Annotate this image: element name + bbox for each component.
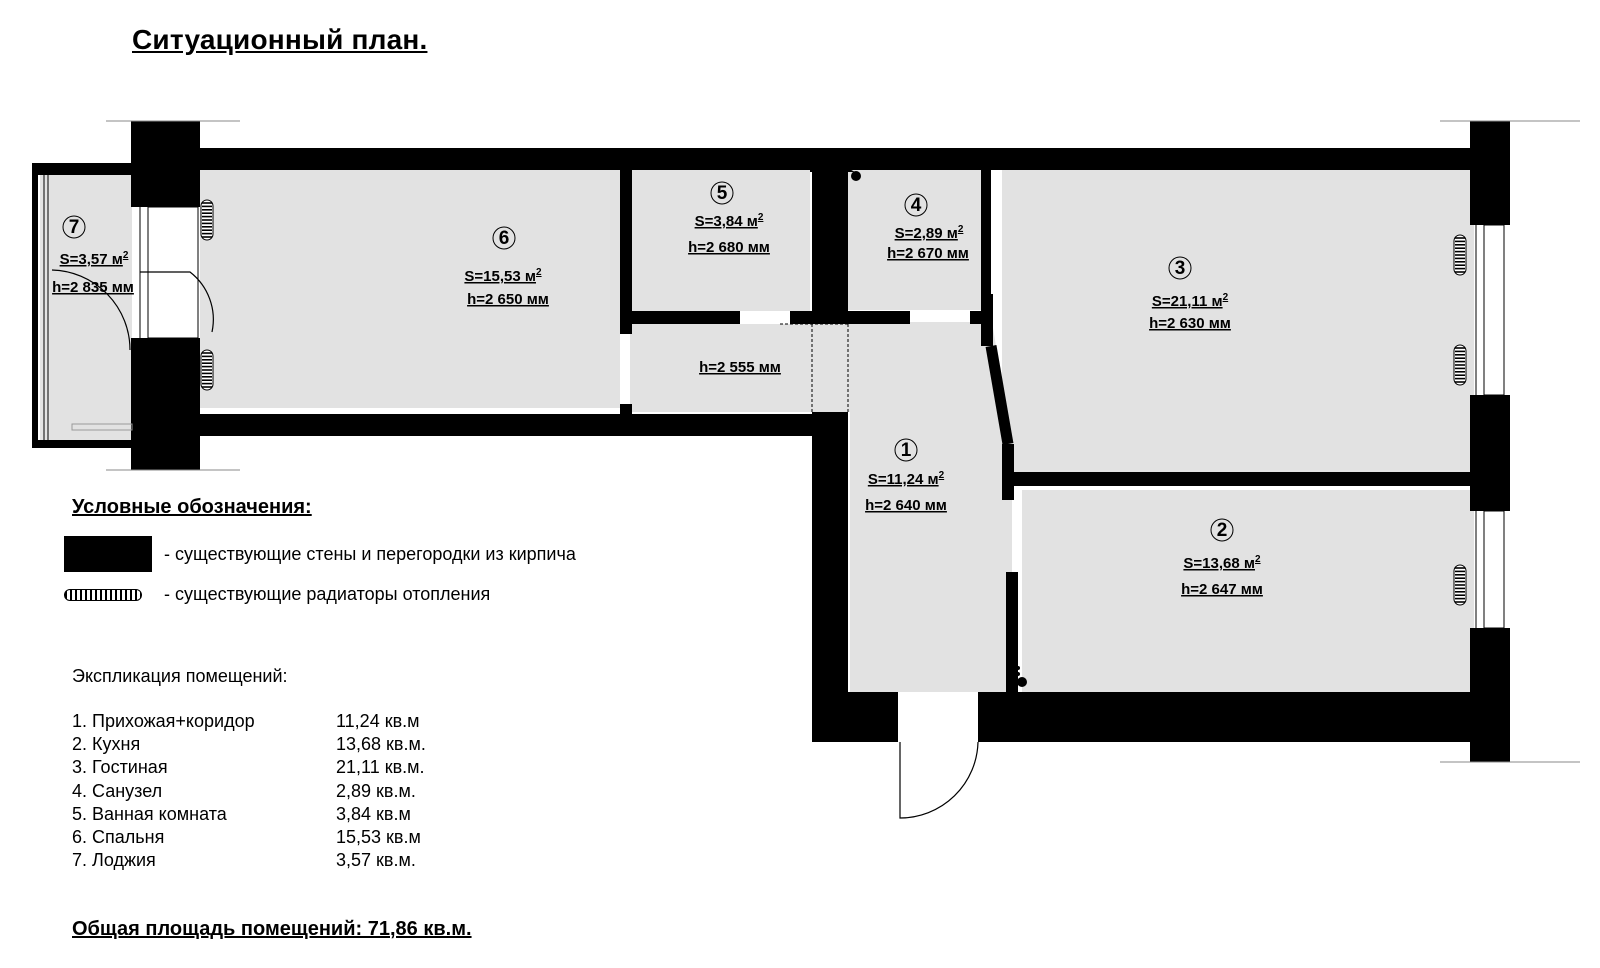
room-area: S=3,84 $м^2$ [694, 212, 764, 230]
explication-row [72, 733, 426, 756]
room-number: 3 [1174, 258, 1186, 279]
legend-walls-text: - существующие стены и перегородки из кирпича [164, 543, 576, 564]
wall-wc-stub [970, 311, 990, 324]
room-area: S=3,57 $м^2$ [59, 250, 129, 268]
room-height: h=2 647 мм [1181, 581, 1263, 598]
room-height: h=2 650 мм [467, 291, 549, 308]
explication-room-name: 7. Лоджия [72, 850, 156, 871]
wall-loggia-top [32, 163, 132, 175]
total-area: Общая площадь помещений: 71,86 кв.м. [72, 918, 472, 940]
explication-row [72, 849, 426, 872]
wall-col-left-bot [131, 338, 200, 470]
explication-row [72, 803, 426, 826]
room-area: S=15,53 $м^2$ [464, 267, 542, 285]
wall-bedroom-right-upper [620, 166, 632, 334]
window-right-2 [1484, 511, 1504, 628]
wall-wc-bottom [848, 311, 910, 324]
riser-icon-2 [1017, 677, 1027, 687]
wall-loggia-bottom [32, 440, 132, 448]
wall-bedroom-right-lower [620, 404, 632, 416]
explication-row [72, 710, 426, 733]
wall-col-right-2 [1470, 395, 1510, 511]
wall-wc-right-top [981, 170, 991, 294]
radiator-icon [1454, 235, 1466, 275]
room-number: 4 [910, 195, 922, 216]
explication-room-area: 3,57 кв.м. [336, 850, 416, 871]
radiator-icon [201, 350, 213, 390]
room-number: 1 [900, 440, 912, 461]
room-number: 6 [498, 228, 510, 249]
room-area: S=13,68 $м^2$ [1183, 554, 1261, 572]
wall-bedroom-bottom [200, 414, 820, 436]
wall-swatch [64, 536, 152, 572]
radiator-icon [1454, 345, 1466, 385]
explication-row [72, 780, 426, 803]
explication-title: Экспликация помещений: [72, 666, 288, 686]
room-height: h=2 680 мм [688, 239, 770, 256]
explication-room-area: 21,11 кв.м. [336, 757, 425, 778]
wall-kitchen-top [1010, 472, 1474, 486]
explication-room-area: 15,53 кв.м [336, 827, 421, 848]
wall-loggia-left [32, 163, 38, 448]
explication-list [72, 710, 426, 872]
explication-room-area: 3,84 кв.м [336, 803, 411, 824]
room-height: h=2 640 мм [865, 497, 947, 514]
explication-row [72, 756, 426, 779]
wall-kitchen-left-top [1002, 444, 1014, 500]
legend-title: Условные обозначения: [72, 496, 312, 518]
wall-col-right-3 [1470, 628, 1510, 762]
wall-col-right-1 [1470, 121, 1510, 225]
floor-room-3 [1002, 170, 1474, 480]
room-area: S=2,89 $м^2$ [894, 224, 964, 242]
explication-room-name: 6. Спальня [72, 827, 165, 848]
wall-col-left-top [131, 121, 200, 207]
radiator-icon [201, 200, 213, 240]
wall-bottom-left [812, 692, 898, 742]
riser-icon [851, 171, 861, 181]
room-number: 5 [716, 183, 728, 204]
legend-radiators-text: - существующие радиаторы отопления [164, 584, 491, 604]
radiator-icon [64, 589, 142, 601]
explication-room-name: 1. Прихожая+коридор [72, 711, 255, 731]
legend-walls [64, 536, 576, 572]
legend-radiators [64, 584, 490, 605]
page-title: Ситуационный план. [132, 24, 428, 55]
room-height: h=2 670 мм [887, 245, 969, 262]
room-area: S=11,24 $м^2$ [867, 470, 945, 488]
explication-room-name: 4. Санузел [72, 780, 163, 801]
room-height: h=2 630 мм [1149, 315, 1231, 332]
explication-room-area: 2,89 кв.м. [336, 780, 416, 801]
explication-room-area: 13,68 кв.м. [336, 734, 426, 755]
entrance-door [900, 742, 978, 818]
room-height: h=2 835 мм [52, 279, 134, 296]
explication-room-name: 3. Гостиная [72, 757, 168, 778]
wall-shaft [812, 148, 848, 324]
explication-room-name: 2. Кухня [72, 734, 141, 755]
room-number: 7 [68, 217, 80, 238]
floor-room-6 [200, 166, 620, 408]
corridor-height: h=2 555 мм [699, 359, 781, 376]
explication-room-area: 11,24 кв.м [336, 711, 420, 731]
explication-row [72, 826, 426, 849]
wall-bottom-right [978, 692, 1474, 742]
room-number: 2 [1216, 520, 1228, 541]
room-area: S=21,11 $м^2$ [1151, 292, 1229, 310]
explication-room-name: 5. Ванная комната [72, 803, 227, 824]
window-right-1 [1484, 225, 1504, 395]
radiator-icon [1454, 565, 1466, 605]
wall-bath-bottom-a [632, 311, 740, 324]
